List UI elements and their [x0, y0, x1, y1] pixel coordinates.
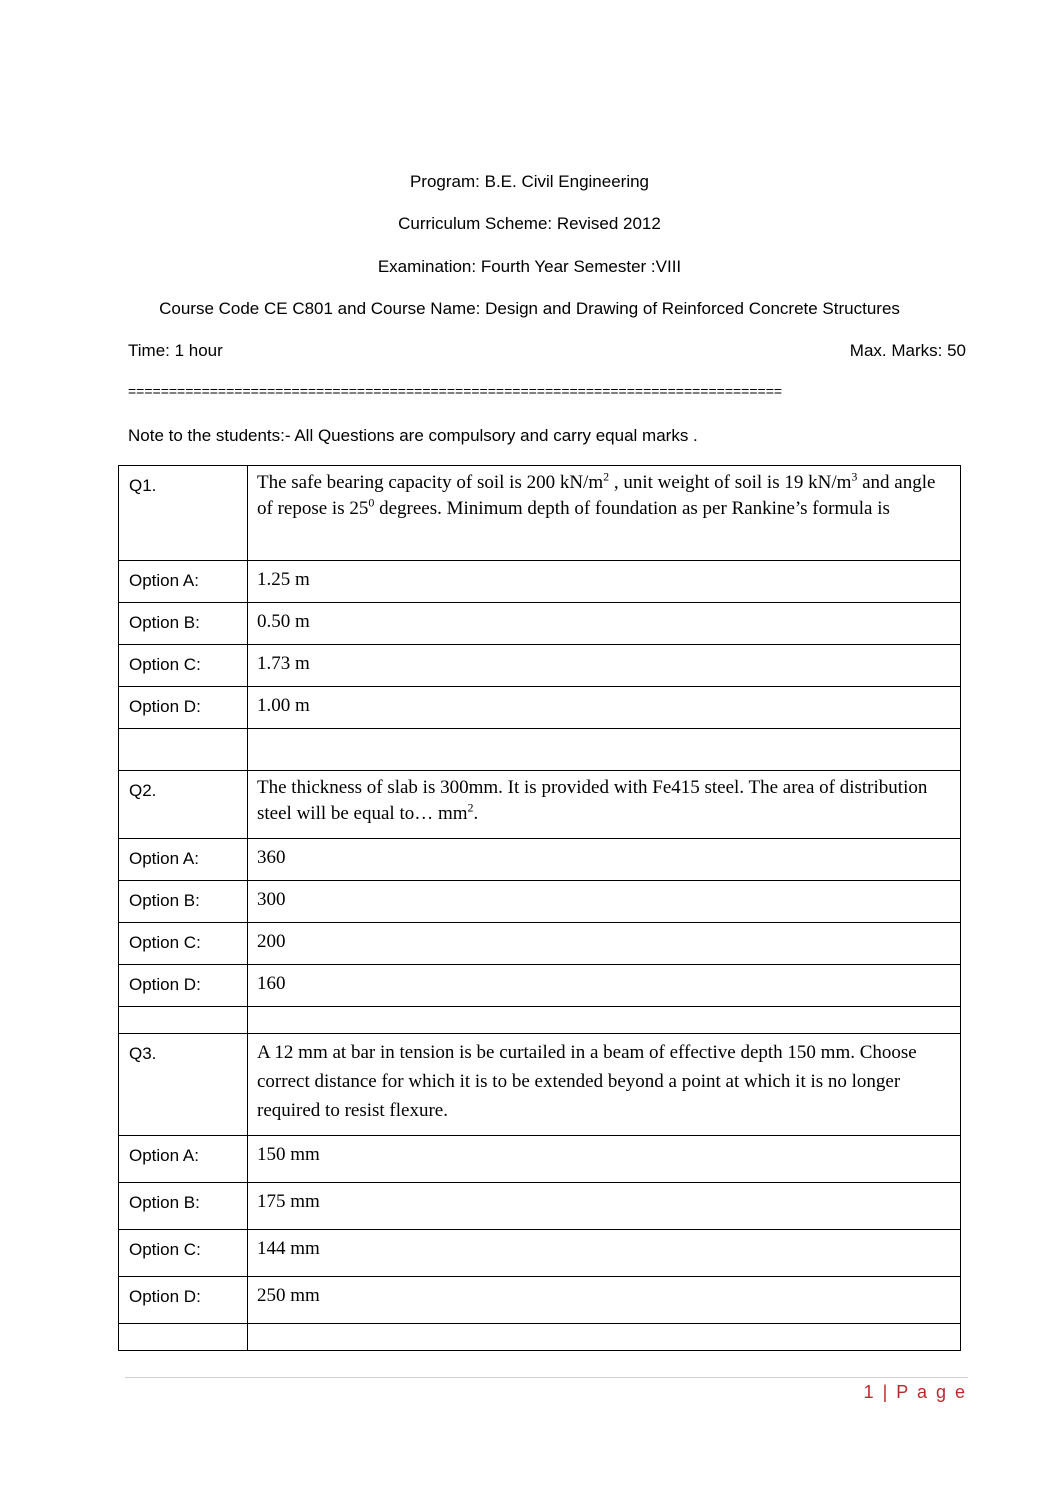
questions-table	[118, 465, 961, 1351]
option-value: 360	[248, 839, 961, 881]
option-row	[119, 1136, 961, 1183]
program-line: Program: B.E. Civil Engineering	[409, 172, 650, 191]
option-row	[119, 965, 961, 1007]
option-value: 250 mm	[248, 1277, 961, 1324]
question-text: The safe bearing capacity of soil is 200 $kN/m^2$ , unit weight of soil is 19 $kN/m^3$ and angle of repose is $25^0$ degrees. Minimum depth of foundation as per Rankine’s formula is	[248, 466, 961, 561]
examination-line: Examination: Fourth Year Semester :VIII	[377, 257, 682, 276]
option-label: Option D:	[119, 687, 248, 729]
question-text: The thickness of slab is 300mm. It is provided with Fe415 steel. The area of distribution steel will be equal to… $mm^2$.	[248, 771, 961, 839]
option-label: Option C:	[119, 923, 248, 965]
option-value: 200	[248, 923, 961, 965]
question-row	[119, 466, 961, 561]
option-row	[119, 603, 961, 645]
time-label: Time: 1 hour	[128, 341, 223, 360]
student-note: Note to the students:- All Questions are compulsory and carry equal marks .	[128, 426, 698, 445]
option-label: Option D:	[119, 1277, 248, 1324]
option-row	[119, 687, 961, 729]
option-value: 160	[248, 965, 961, 1007]
option-label: Option C:	[119, 645, 248, 687]
option-value: 144 mm	[248, 1230, 961, 1277]
spacer-row	[119, 1324, 961, 1351]
divider-line: ================================================================================	[128, 383, 783, 399]
option-row	[119, 561, 961, 603]
course-line: Course Code CE C801 and Course Name: Design and Drawing of Reinforced Concrete Structures	[159, 299, 900, 318]
option-value: 1.25 m	[248, 561, 961, 603]
option-row	[119, 1277, 961, 1324]
footer-rule	[125, 1377, 968, 1378]
option-row	[119, 923, 961, 965]
option-label: Option A:	[119, 839, 248, 881]
question-label: Q2.	[119, 771, 248, 839]
max-marks-label: Max. Marks: 50	[849, 341, 966, 360]
option-value: 300	[248, 881, 961, 923]
curriculum-line: Curriculum Scheme: Revised 2012	[398, 214, 661, 233]
option-label: Option C:	[119, 1230, 248, 1277]
option-value: 1.00 m	[248, 687, 961, 729]
option-row	[119, 1183, 961, 1230]
question-row	[119, 1034, 961, 1136]
option-label: Option A:	[119, 1136, 248, 1183]
option-row	[119, 839, 961, 881]
question-text: A 12 mm at bar in tension is be curtailed in a beam of effective depth 150 mm. Choose correct distance for which it is to be extended beyond a point at which it is no longer required to resist flexure.	[248, 1034, 961, 1136]
option-label: Option B:	[119, 1183, 248, 1230]
spacer-row	[119, 1007, 961, 1034]
option-label: Option A:	[119, 561, 248, 603]
option-label: Option D:	[119, 965, 248, 1007]
spacer-row	[119, 729, 961, 771]
question-row	[119, 771, 961, 839]
time-marks-row	[128, 341, 966, 361]
option-value: 175 mm	[248, 1183, 961, 1230]
option-row	[119, 881, 961, 923]
question-label: Q3.	[119, 1034, 248, 1136]
option-label: Option B:	[119, 881, 248, 923]
option-label: Option B:	[119, 603, 248, 645]
question-label: Q1.	[119, 466, 248, 561]
option-value: 1.73 m	[248, 645, 961, 687]
option-value: 150 mm	[248, 1136, 961, 1183]
option-value: 0.50 m	[248, 603, 961, 645]
option-row	[119, 1230, 961, 1277]
option-row	[119, 645, 961, 687]
page-number: 1 | P a g e	[863, 1382, 967, 1402]
